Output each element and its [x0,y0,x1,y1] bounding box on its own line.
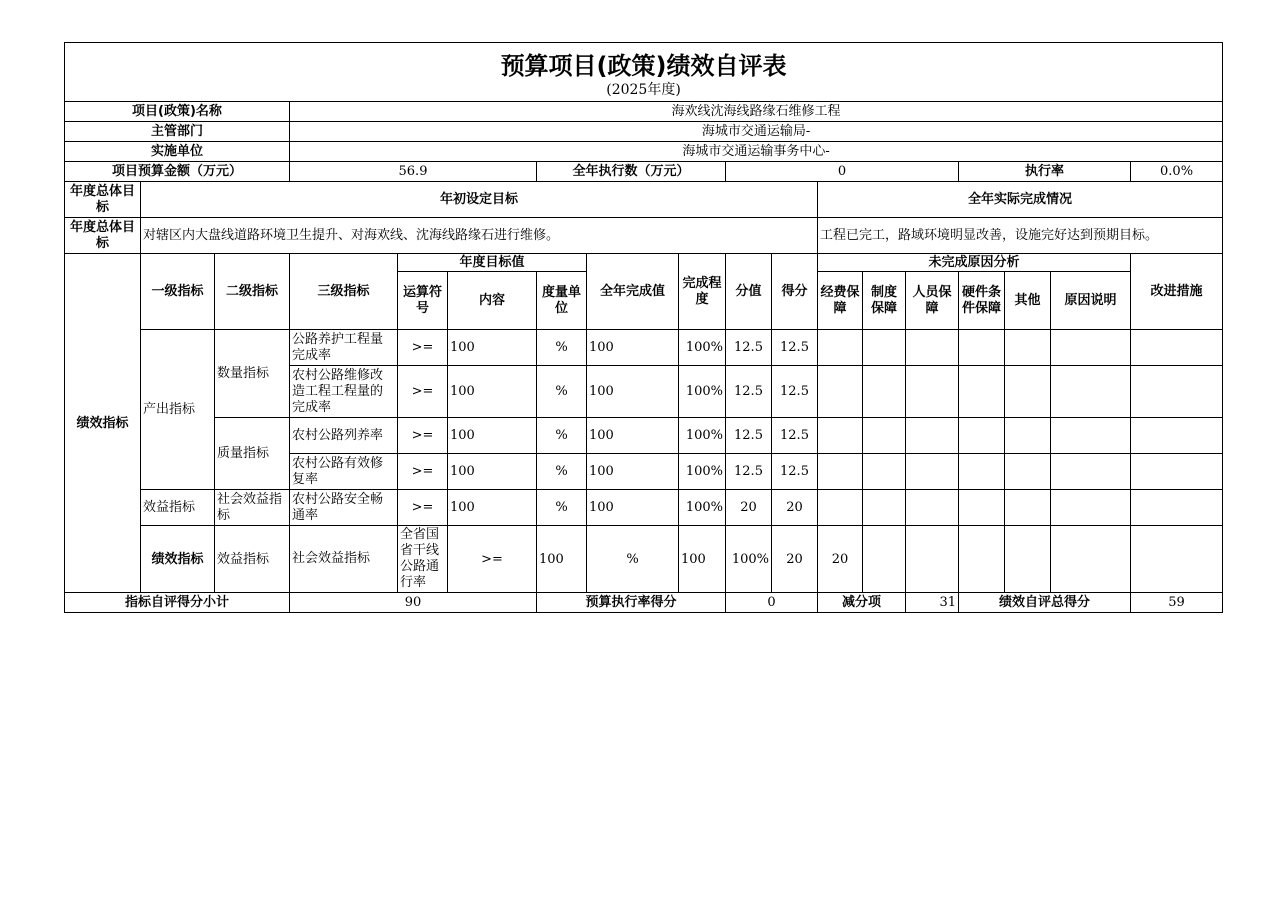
table-row [65,418,1223,454]
goal-header-row [65,182,1223,218]
indicator-got: 12.5 [772,330,818,366]
dept-row [65,122,1223,142]
budget-value: 56.9 [290,162,537,182]
level1-header: 一级指标 [141,254,215,330]
indicator-op: >= [398,330,448,366]
reason-hardware-header: 硬件条件保障 [959,272,1005,330]
budget-score-value: 0 [726,593,818,613]
indicator-got: 20 [772,490,818,526]
reason-other-header: 其他 [1005,272,1051,330]
indicator-unit: % [537,366,587,418]
empty-cell [1051,330,1131,366]
empty-cell [1005,526,1051,593]
indicator-header-row-1 [65,254,1223,272]
indicator-name: 农村公路维修改造工程工程量的完成率 [290,366,398,418]
level2-header: 二级指标 [215,254,290,330]
indicator-op: >= [398,490,448,526]
empty-cell [1051,526,1131,593]
unit-label: 实施单位 [65,142,290,162]
empty-cell [863,454,906,490]
total-label: 绩效自评总得分 [959,593,1131,613]
indicator-score: 12.5 [726,454,772,490]
benefit-indicator-2: 效益指标 [215,526,290,593]
target-header: 年度目标值 [398,254,587,272]
empty-cell [906,366,959,418]
indicator-score: 12.5 [726,330,772,366]
indicator-got: 12.5 [772,366,818,418]
empty-cell [906,490,959,526]
indicator-name: 农村公路有效修复率 [290,454,398,490]
project-name-label: 项目(政策)名称 [65,102,290,122]
empty-cell [1131,490,1223,526]
indicator-got: 12.5 [772,418,818,454]
reason-staff-header: 人员保障 [906,272,959,330]
level3-header: 三级指标 [290,254,398,330]
indicator-value: 100 [679,526,726,593]
project-name-value: 海欢线沈海线路缘石维修工程 [290,102,1223,122]
empty-cell [1131,526,1223,593]
rate-value: 0.0% [1131,162,1223,182]
indicator-score: 12.5 [726,366,772,418]
score-header: 分值 [726,254,772,330]
indicator-op: >= [398,418,448,454]
indicator-degree: 100% [679,454,726,490]
empty-cell [1131,366,1223,418]
indicator-content: 100 [537,526,587,593]
goal-header-label: 年度总体目标 [65,182,141,218]
empty-cell [1131,454,1223,490]
empty-cell [1131,418,1223,454]
indicator-degree: 100% [679,330,726,366]
reason-header: 未完成原因分析 [818,254,1131,272]
quantity-indicator: 数量指标 [215,330,290,418]
degree-header: 完成程度 [679,254,726,330]
unit-value: 海城市交通运输事务中心- [290,142,1223,162]
social-indicator-2: 社会效益指标 [290,526,398,593]
empty-cell [1131,330,1223,366]
empty-cell [1005,418,1051,454]
indicator-op: >= [398,366,448,418]
empty-cell [863,330,906,366]
unit-row [65,142,1223,162]
budget-label: 项目预算金额（万元） [65,162,290,182]
goal-row-label: 年度总体目标 [65,218,141,254]
indicator-value: 100 [587,366,679,418]
indicator-degree: 100% [679,366,726,418]
quality-indicator: 质量指标 [215,418,290,490]
indicator-name: 全省国省干线公路通行率 [398,526,448,593]
indicator-content: 100 [448,330,537,366]
empty-cell [1005,330,1051,366]
empty-cell [959,330,1005,366]
empty-cell [1051,454,1131,490]
page-year: (2025年度) [606,82,681,98]
indicator-unit: % [587,526,679,593]
empty-cell [959,454,1005,490]
dept-value: 海城市交通运输局- [290,122,1223,142]
content-header: 内容 [448,272,537,330]
indicator-value: 100 [587,330,679,366]
dept-label: 主管部门 [65,122,290,142]
empty-cell [863,418,906,454]
indicator-score: 20 [726,490,772,526]
perf-indicator-label: 绩效指标 [65,254,141,593]
summary-row [65,593,1223,613]
page-title: 预算项目(政策)绩效自评表 [500,52,787,80]
indicator-unit: % [537,330,587,366]
exec-label: 全年执行数（万元） [537,162,726,182]
reason-system-header: 制度保障 [863,272,906,330]
indicator-got: 20 [818,526,863,593]
empty-cell [818,366,863,418]
indicator-content: 100 [448,366,537,418]
indicator-value: 100 [587,490,679,526]
empty-cell [1005,454,1051,490]
empty-cell [906,454,959,490]
indicator-content: 100 [448,454,537,490]
goal-actual-header: 全年实际完成情况 [818,182,1223,218]
full-value-header: 全年完成值 [587,254,679,330]
table-row [65,330,1223,366]
total-value: 59 [1131,593,1223,613]
indicator-score: 12.5 [726,418,772,454]
empty-cell [1051,490,1131,526]
indicator-value: 100 [587,454,679,490]
empty-cell [959,418,1005,454]
deduct-label: 减分项 [818,593,906,613]
empty-cell [818,454,863,490]
indicator-name: 公路养护工程量完成率 [290,330,398,366]
empty-cell [863,366,906,418]
indicator-content: 100 [448,418,537,454]
empty-cell [906,526,959,593]
reason-fund-header: 经费保障 [818,272,863,330]
budget-row [65,162,1223,182]
empty-cell [959,490,1005,526]
indicator-op: >= [448,526,537,593]
indicator-name: 农村公路列养率 [290,418,398,454]
empty-cell [1051,366,1131,418]
goal-actual-text: 工程已完工，路域环境明显改善，设施完好达到预期目标。 [818,218,1223,254]
empty-cell [818,418,863,454]
evaluation-sheet [64,42,1222,613]
empty-cell [818,490,863,526]
empty-cell [818,330,863,366]
empty-cell [1005,366,1051,418]
indicator-unit: % [537,418,587,454]
indicator-got: 12.5 [772,454,818,490]
indicator-content: 100 [448,490,537,526]
evaluation-table [64,42,1223,613]
social-indicator: 社会效益指标 [215,490,290,526]
indicator-score: 20 [772,526,818,593]
reason-note-header: 原因说明 [1051,272,1131,330]
goal-content-row [65,218,1223,254]
title-cell [65,43,1223,102]
empty-cell [1005,490,1051,526]
goal-initial-header: 年初设定目标 [141,182,818,218]
indicator-degree: 100% [679,490,726,526]
indicator-unit: % [537,490,587,526]
indicator-degree: 100% [726,526,772,593]
empty-cell [959,366,1005,418]
unit-header: 度量单位 [537,272,587,330]
indicator-name: 农村公路安全畅通率 [290,490,398,526]
empty-cell [1051,418,1131,454]
indicator-degree: 100% [679,418,726,454]
subtotal-label: 指标自评得分小计 [65,593,290,613]
indicator-unit: % [537,454,587,490]
empty-cell [959,526,1005,593]
deduct-value: 31 [906,593,959,613]
benefit-indicator: 效益指标 [141,490,215,526]
table-row [65,526,1223,593]
table-row [65,490,1223,526]
empty-cell [906,418,959,454]
indicator-op: >= [398,454,448,490]
got-header: 得分 [772,254,818,330]
empty-cell [863,490,906,526]
empty-cell [863,526,906,593]
title-row [65,43,1223,102]
goal-initial-text: 对辖区内大盘线道路环境卫生提升、对海欢线、沈海线路缘石进行维修。 [141,218,818,254]
perf-indicator-label-2: 绩效指标 [141,526,215,593]
subtotal-value: 90 [290,593,537,613]
empty-cell [906,330,959,366]
op-header: 运算符号 [398,272,448,330]
rate-label: 执行率 [959,162,1131,182]
budget-score-label: 预算执行率得分 [537,593,726,613]
output-indicator: 产出指标 [141,330,215,490]
improve-header: 改进措施 [1131,254,1223,330]
exec-value: 0 [726,162,959,182]
indicator-value: 100 [587,418,679,454]
project-name-row [65,102,1223,122]
